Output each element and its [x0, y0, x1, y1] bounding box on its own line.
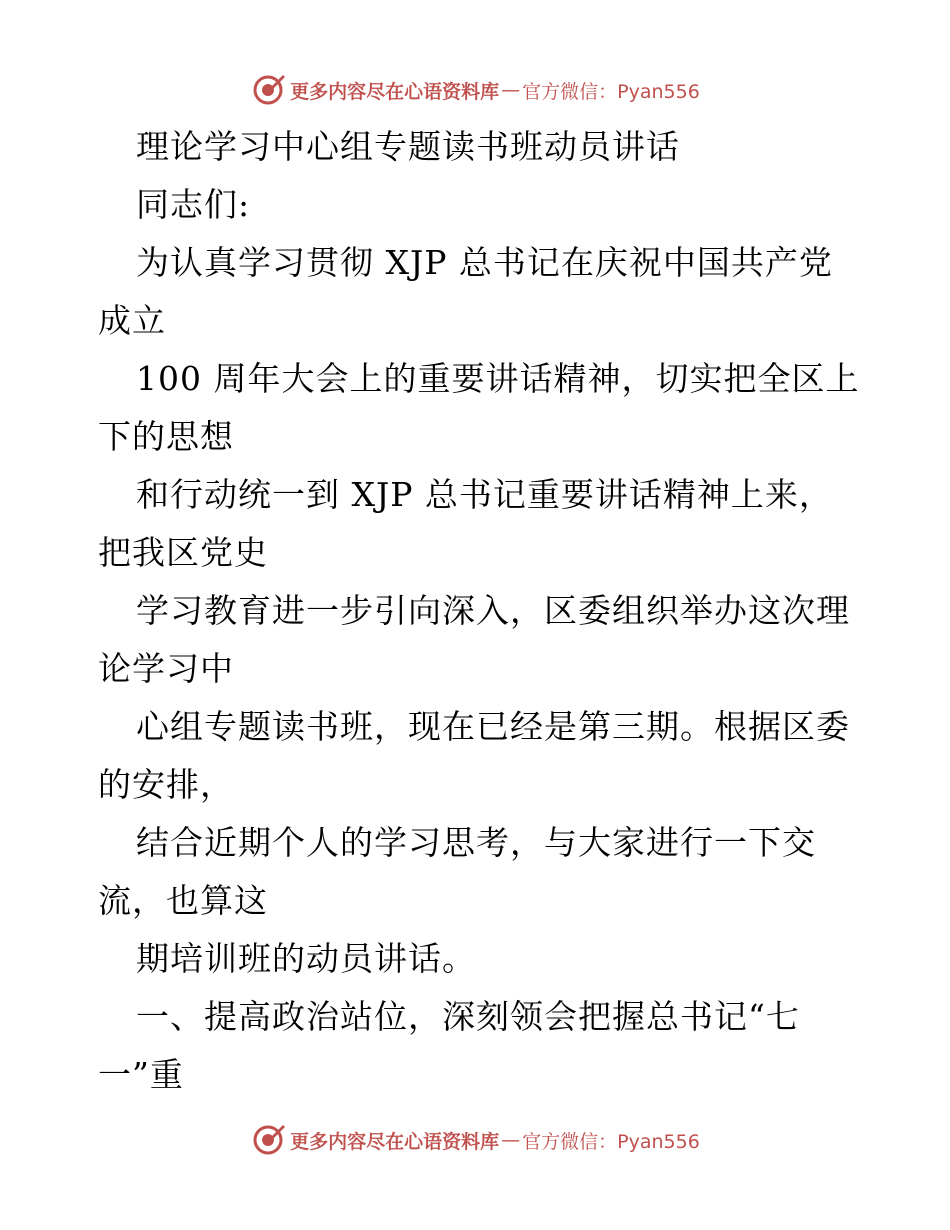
watermark-dash: —: [501, 1129, 521, 1151]
document-line: 的安排，: [98, 765, 234, 804]
document-line: 下的思想: [98, 417, 234, 456]
watermark-brand: 更多内容尽在心语资料库: [290, 1130, 500, 1153]
watermark-dash: —: [501, 79, 521, 101]
document-line: 期培训班的动员讲话。: [136, 939, 476, 978]
document-line: 论学习中: [98, 649, 234, 688]
document-body: [98, 118, 868, 1104]
document-line: 心组专题读书班，现在已经是第三期。根据区委: [136, 707, 850, 746]
document-line: 一”重: [98, 1055, 184, 1094]
header-watermark: [0, 68, 950, 112]
document-line: 为认真学习贯彻 XJP 总书记在庆祝中国共产党: [136, 243, 833, 282]
document-line: 同志们:: [136, 185, 251, 224]
document-line: 把我区党史: [98, 533, 268, 572]
document-line: 和行动统一到 XJP 总书记重要讲话精神上来，: [136, 475, 833, 514]
document-line: 成立: [98, 301, 166, 340]
document-line: 结合近期个人的学习思考，与大家进行一下交: [136, 823, 816, 862]
watermark-brand: 更多内容尽在心语资料库: [290, 80, 500, 103]
document-line: 理论学习中心组专题读书班动员讲话: [136, 127, 680, 166]
footer-watermark: [0, 1118, 950, 1162]
document-line: 流，也算这: [98, 881, 268, 920]
document-line: 学习教育进一步引向深入，区委组织举办这次理: [136, 591, 850, 630]
document-line: 100 周年大会上的重要讲话精神，切实把全区上: [136, 359, 860, 398]
pen-logo-icon: [250, 72, 286, 108]
pen-logo-icon: [250, 1122, 286, 1158]
watermark-contact: 官方微信：Pyan556: [522, 1130, 700, 1153]
document-line: 一、提高政治站位，深刻领会把握总书记“七: [136, 997, 800, 1036]
watermark-contact: 官方微信：Pyan556: [522, 80, 700, 103]
